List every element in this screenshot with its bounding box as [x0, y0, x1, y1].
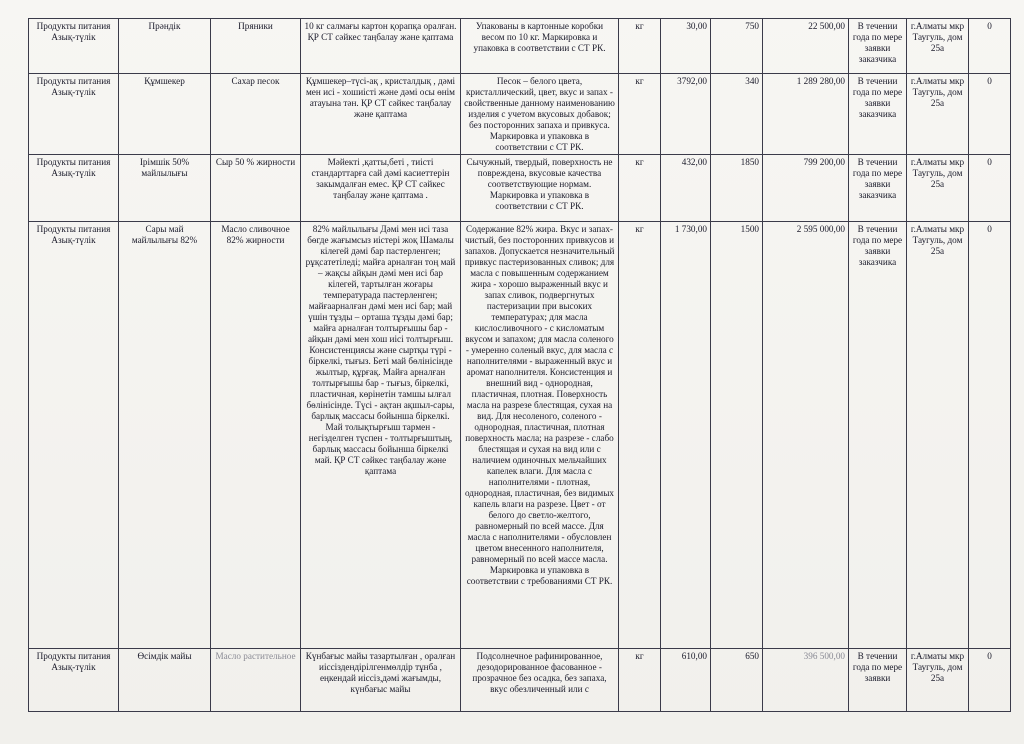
advance-cell: 0 [969, 74, 1011, 155]
desc-kz-cell: Күнбағыс майы тазартылған , оралған иіссіздендірілгенмөлдір тұнба , еңкендай иіссіз,дәмі жағымды, күнбағыс майы [301, 649, 461, 712]
table-row [29, 222, 1011, 649]
advance-cell: 0 [969, 222, 1011, 649]
advance-cell: 0 [969, 155, 1011, 222]
table-row [29, 155, 1011, 222]
price-cell: 610,00 [661, 649, 711, 712]
category-cell: Продукты питания Азық-түлік [29, 222, 119, 649]
category-cell: Продукты питания Азық-түлік [29, 155, 119, 222]
unit-cell: кг [619, 155, 661, 222]
qty-cell: 1850 [711, 155, 763, 222]
qty-cell: 650 [711, 649, 763, 712]
name-kz-cell: Прәндік [119, 19, 211, 74]
term-cell: В течении года по мере заявки [849, 649, 907, 712]
term-cell: В течении года по мере заявки заказчика [849, 74, 907, 155]
sum-cell: 799 200,00 [763, 155, 849, 222]
unit-cell: кг [619, 649, 661, 712]
desc-kz-cell: 82% майлылығы Дәмі мен исі таза бөгде жағымсыз иістері жоқ Шамалы кілегей дәмі бар пастерленген; рұқсатетіледі; майға арналған тоң май – жақсы айқын дәмі мен исі бар кілегей, тартылған жоғары температурада пастерленген; майғаарналған дәмі мен исі бар; май үшін тұзды – орташа тұзды дәмі бар; майға арналған толтырғышы бар - айқын дәмі мен хош иісі толтырғыш. Консистенциясы және сыртқы түрі - біркелкі, тығыз. Беті май бөлінісінде жылтыр, құрғақ. Майға арналған толтырғышы бар - тығыз, біркелкі, пластичная, көрінетін тамшы ылғал бөлінісінде. Түсі - ақтан ақшыл-сары, барлық массасы бойынша біркелкі. Май толықтырғыш тармен - негізделген түспен - толтырғыштың, барлық массасы бойынша біркелкі май. ҚР СТ сәйкес таңбалау және қаптама [301, 222, 461, 649]
advance-cell: 0 [969, 19, 1011, 74]
desc-kz-cell: Мәйекті ,қатты,беті , тиісті стандарттарға сай дәмі касиеттерін закымдалған емес. ҚР СТ сәйкес таңбалау және қаптама . [301, 155, 461, 222]
procurement-table [28, 18, 1011, 712]
name-kz-cell: Сары май майлылығы 82% [119, 222, 211, 649]
name-kz-cell: Құмшекер [119, 74, 211, 155]
table-row [29, 649, 1011, 712]
term-cell: В течении года по мере заявки заказчика [849, 222, 907, 649]
name-ru-cell: Сахар песок [211, 74, 301, 155]
term-cell: В течении года по мере заявки заказчика [849, 155, 907, 222]
desc-ru-cell: Сычужный, твердый, поверхность не повреждена, вкусовые качества соответствующие нормам. Маркировка и упаковка в соответствии с СТ РК. [461, 155, 619, 222]
desc-ru-cell: Песок – белого цвета, кристаллический, цвет, вкус и запах - свойственные данному наименованию изделия с учетом вкусовых добавок; без посторонних запаха и привкуса. Маркировка и упаковка в соответствии с СТ РК. [461, 74, 619, 155]
name-ru-cell: Масло растительное [211, 649, 301, 712]
unit-cell: кг [619, 74, 661, 155]
unit-cell: кг [619, 19, 661, 74]
table-row [29, 19, 1011, 74]
qty-cell: 340 [711, 74, 763, 155]
price-cell: 1 730,00 [661, 222, 711, 649]
desc-kz-cell: 10 кг салмағы картон қорапқа оралған. ҚР СТ сәйкес таңбалау және қаптама [301, 19, 461, 74]
category-cell: Продукты питания Азық-түлік [29, 74, 119, 155]
desc-ru-cell: Упакованы в картонные коробки весом по 10 кг. Маркировка и упаковка в соответствии с СТ РК. [461, 19, 619, 74]
name-kz-cell: Ірімшік 50% майлылығы [119, 155, 211, 222]
category-cell: Продукты питания Азық-түлік [29, 19, 119, 74]
unit-cell: кг [619, 222, 661, 649]
place-cell: г.Алматы мкр Таугуль, дом 25а [907, 155, 969, 222]
sum-cell: 22 500,00 [763, 19, 849, 74]
desc-ru-cell: Содержание 82% жира. Вкус и запах-чистый, без посторонних привкусов и запахов. Допускается незначительный привкус пастеризованных сливок; для масла с повышенным содержанием жира - хорошо выраженный вкус и запах сливок, подвергнутых пастеризации при высоких температурах; для масла кислосливочного - с кисломатым вкусом и запахом; для масла соленого - умеренно соленый вкус, для масла с наполнителями - выраженный вкус и аромат наполнителя. Консистенция и внешний вид - однородная, пластичная, плотная. Поверхность масла на разрезе блестящая, сухая на вид. Для несоленого, соленого - однородная, пластичная, плотная поверхность масла; на разрезе - слабо блестящая и сухая на вид или с наличием одиночных мельчайших капелек влаги. Для масла с наполнителями - плотная, однородная, пластичная, без видимых капель влаги на разрезе. Цвет - от белого до светло-желтого, равномерный по всей массе. Для масла с наполнителями - обусловлен цветом внесенного наполнителя, равномерный по всей массе масла. Маркировка и упаковка в соответствии с требованиями СТ РК. [461, 222, 619, 649]
place-cell: г.Алматы мкр Таугуль, дом 25а [907, 19, 969, 74]
price-cell: 30,00 [661, 19, 711, 74]
sum-cell: 2 595 000,00 [763, 222, 849, 649]
price-cell: 432,00 [661, 155, 711, 222]
term-cell: В течении года по мере заявки заказчика [849, 19, 907, 74]
name-ru-cell: Масло сливочное 82% жирности [211, 222, 301, 649]
price-cell: 3792,00 [661, 74, 711, 155]
category-cell: Продукты питания Азық-түлік [29, 649, 119, 712]
name-ru-cell: Пряники [211, 19, 301, 74]
desc-ru-cell: Подсолнечное рафинированное, дезодорированное фасованное - прозрачное без осадка, без запаха, вкус обезличенный или с [461, 649, 619, 712]
table-row [29, 74, 1011, 155]
place-cell: г.Алматы мкр Таугуль, дом 25а [907, 222, 969, 649]
name-kz-cell: Өсімдік майы [119, 649, 211, 712]
desc-kz-cell: Құмшекер–түсі-ақ , кристалдық , дәмі мен исі - хошиісті және дәмі осы өнім атауына тән. ҚР СТ сәйкес таңбалау және қаптама [301, 74, 461, 155]
advance-cell: 0 [969, 649, 1011, 712]
qty-cell: 1500 [711, 222, 763, 649]
place-cell: г.Алматы мкр Таугуль, дом 25а [907, 74, 969, 155]
name-ru-cell: Сыр 50 % жирности [211, 155, 301, 222]
sum-cell: 396 500,00 [763, 649, 849, 712]
qty-cell: 750 [711, 19, 763, 74]
place-cell: г.Алматы мкр Таугуль, дом 25а [907, 649, 969, 712]
sum-cell: 1 289 280,00 [763, 74, 849, 155]
